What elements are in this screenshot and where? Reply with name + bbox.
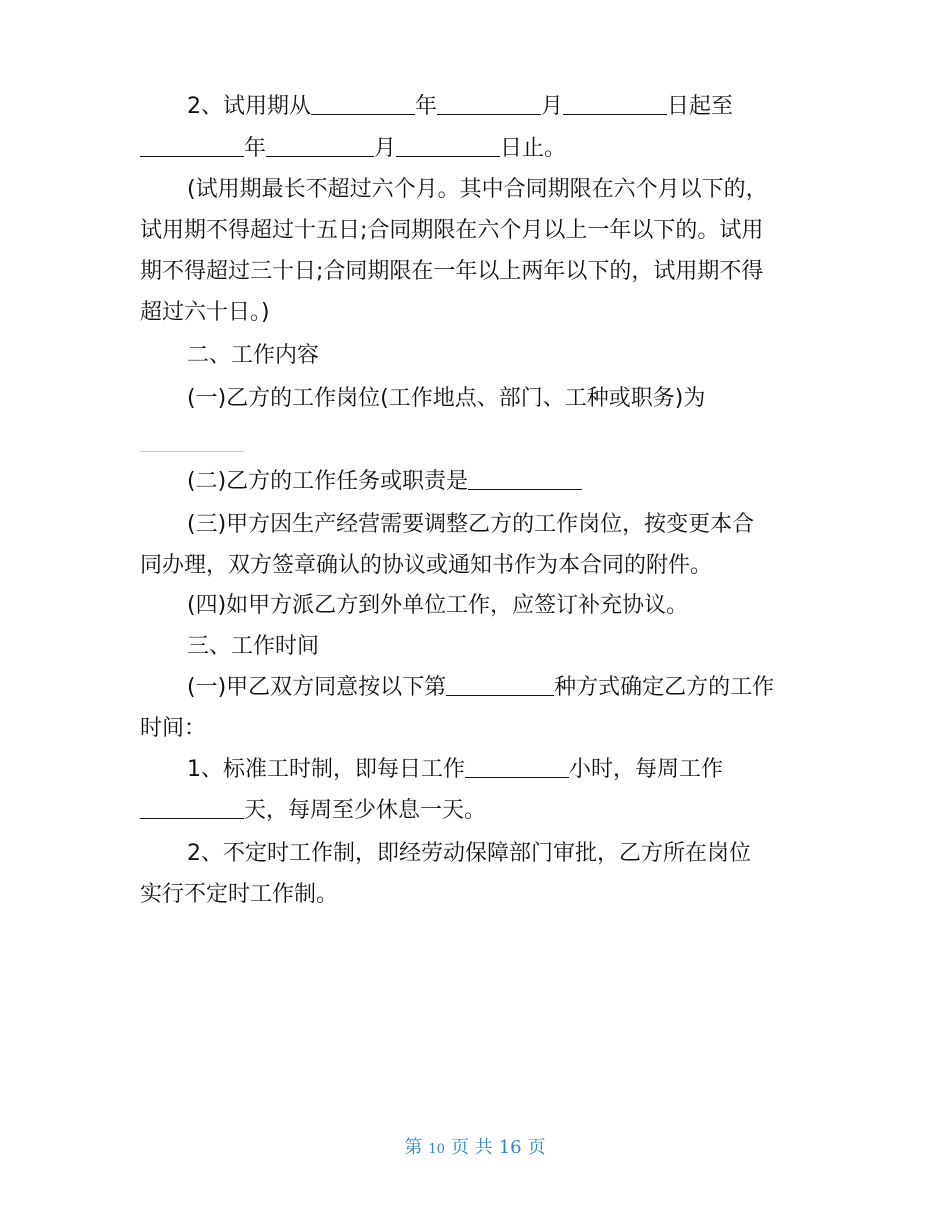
- footer-prefix: 第: [404, 1137, 423, 1158]
- probation-end-line: [140, 134, 566, 164]
- text: 小时，每周工作: [569, 757, 724, 782]
- day-blank[interactable]: [396, 134, 500, 157]
- year-blank[interactable]: [311, 92, 415, 115]
- adjust-position-line: 同办理，双方签章确认的协议或通知书作为本合同的附件。: [140, 553, 713, 578]
- job-duty-line: [187, 467, 582, 497]
- year-blank[interactable]: [140, 134, 244, 157]
- note-line: 试用期不得超过十五日;合同期限在六个月以上一年以下的。试用: [140, 218, 764, 243]
- adjust-position-line: (三)甲方因生产经营需要调整乙方的工作岗位，按变更本合: [187, 512, 755, 537]
- text: 天，每周至少休息一天。: [244, 798, 487, 823]
- page-footer: [0, 1133, 950, 1159]
- text: 月: [374, 136, 397, 161]
- flexible-hours-line: 实行不定时工作制。: [140, 882, 339, 907]
- text: (二)乙方的工作任务或职责是: [187, 469, 469, 494]
- method-blank[interactable]: [446, 673, 554, 696]
- days-blank[interactable]: [140, 796, 244, 819]
- text: 日起至: [667, 94, 734, 119]
- standard-hours-line: [140, 796, 486, 826]
- day-blank[interactable]: [563, 92, 667, 115]
- section-heading-work-content: 二、工作内容: [187, 343, 320, 368]
- hours-blank[interactable]: [465, 755, 569, 778]
- current-page-number: 10: [428, 1142, 445, 1157]
- total-pages-number: 16: [498, 1137, 522, 1158]
- month-blank[interactable]: [437, 92, 541, 115]
- note-line: 期不得超过三十日;合同期限在一年以上两年以下的，试用期不得: [140, 259, 764, 284]
- text: 种方式确定乙方的工作: [554, 675, 775, 700]
- month-blank[interactable]: [266, 134, 374, 157]
- text: 日止。: [500, 136, 567, 161]
- note-line: (试用期最长不超过六个月。其中合同期限在六个月以下的，: [187, 177, 768, 202]
- text: 2、试用期从: [187, 94, 311, 119]
- note-line: 超过六十日。): [140, 300, 270, 325]
- probation-period-line: [187, 92, 733, 122]
- footer-suffix: 页: [527, 1137, 546, 1158]
- text: 月: [541, 94, 564, 119]
- text: 1、标准工时制，即每日工作: [187, 757, 465, 782]
- text: 年: [244, 136, 267, 161]
- text: 年: [415, 94, 438, 119]
- flexible-hours-line: 2、不定时工作制，即经劳动保障部门审批，乙方所在岗位: [187, 841, 751, 866]
- text: (一)甲乙双方同意按以下第: [187, 675, 447, 700]
- work-time-method-line: 时间：: [140, 716, 207, 741]
- job-position-line: (一)乙方的工作岗位(工作地点、部门、工种或职务)为: [187, 386, 706, 411]
- job-position-blank[interactable]: [140, 451, 244, 452]
- footer-mid: 页 共: [450, 1137, 493, 1158]
- duty-blank[interactable]: [468, 467, 582, 490]
- work-time-method-line: [187, 673, 774, 703]
- section-heading-work-time: 三、工作时间: [187, 634, 320, 659]
- standard-hours-line: [187, 755, 723, 785]
- external-work-line: (四)如甲方派乙方到外单位工作，应签订补充协议。: [187, 593, 689, 618]
